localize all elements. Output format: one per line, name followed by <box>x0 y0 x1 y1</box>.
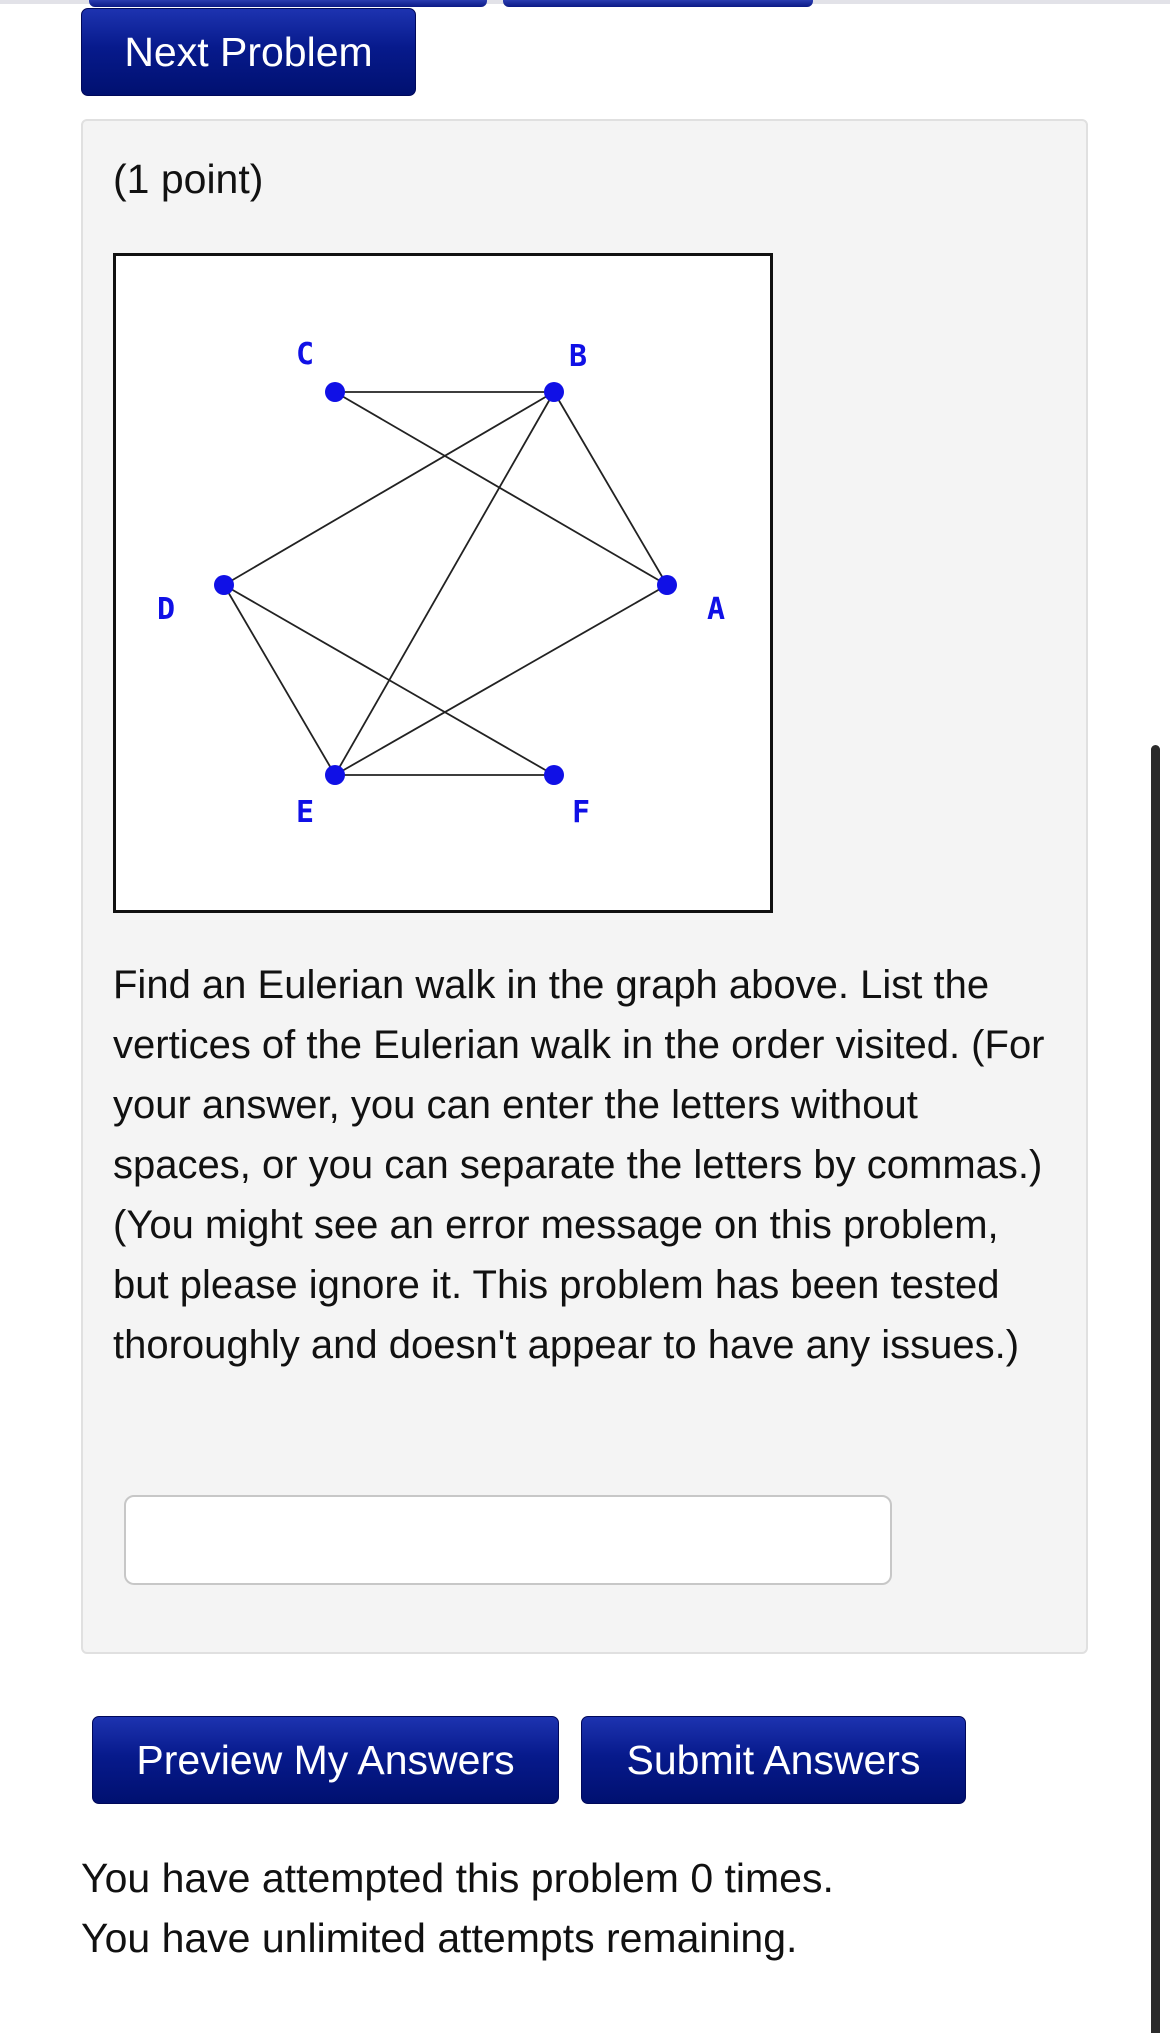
graph-vertex-b <box>544 382 564 402</box>
attempt-count-text: You have attempted this problem 0 times. <box>81 1855 834 1901</box>
graph-edge-b-e <box>335 392 554 775</box>
graph-vertex-a <box>657 575 677 595</box>
top-nav-button-partial[interactable] <box>503 0 813 7</box>
problem-note: (You might see an error message on this problem, but please ignore it. This problem has been tested thoroughly and doesn't appear to have any issues.) <box>113 1203 1020 1367</box>
graph-vertex-f <box>544 765 564 785</box>
graph-vertex-label-f: F <box>571 795 591 830</box>
graph-vertex-label-e: E <box>295 795 315 830</box>
graph-vertex-label-d: D <box>156 592 176 627</box>
top-nav-button-partial[interactable] <box>89 0 487 7</box>
graph-edge-d-f <box>224 585 554 775</box>
graph-edge-b-a <box>554 392 667 585</box>
problem-instructions: Find an Eulerian walk in the graph above. List the vertices of the Eulerian walk in the order visited. (For your answer, you can enter the letters without spaces, or you can separate the letters by commas.) <box>113 963 1045 1187</box>
problem-statement <box>113 955 1063 1375</box>
graph-edge-d-e <box>224 585 335 775</box>
graph-vertex-e <box>325 765 345 785</box>
graph-image <box>113 253 773 913</box>
graph-vertex-label-b: B <box>568 339 588 374</box>
graph-vertex-c <box>325 382 345 402</box>
graph-edge-c-a <box>335 392 667 585</box>
graph-edge-b-d <box>224 392 554 585</box>
graph-vertex-d <box>214 575 234 595</box>
problem-panel <box>81 119 1088 1654</box>
graph-vertex-label-a: A <box>706 592 726 627</box>
graph-edge-a-e <box>335 585 667 775</box>
graph-vertex-label-c: C <box>295 337 315 372</box>
preview-answers-button[interactable]: Preview My Answers <box>92 1716 559 1804</box>
submit-answers-button[interactable]: Submit Answers <box>581 1716 966 1804</box>
attempt-status <box>81 1848 834 1968</box>
answer-input[interactable] <box>124 1495 892 1585</box>
graph-svg <box>116 256 770 910</box>
point-value: (1 point) <box>113 156 264 202</box>
scrollbar-thumb[interactable] <box>1151 745 1160 2033</box>
attempts-remaining-text: You have unlimited attempts remaining. <box>81 1915 798 1961</box>
next-problem-button[interactable]: Next Problem <box>81 8 416 96</box>
